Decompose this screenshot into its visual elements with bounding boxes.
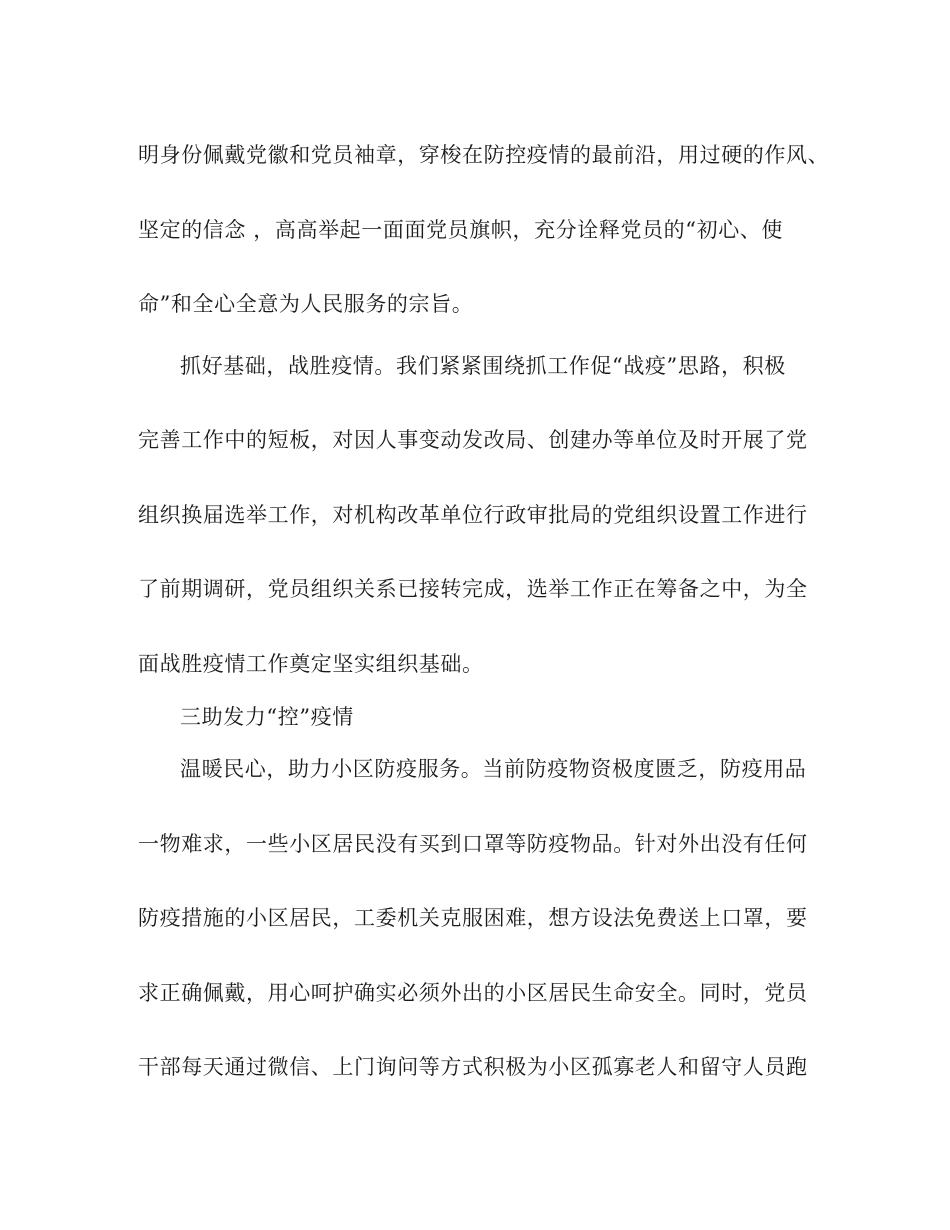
text-line: 完善工作中的短板，对因人事变动发改局、创建办等单位及时开展了党 [138, 428, 808, 452]
text-line: 防疫措施的小区居民，工委机关克服困难，想方设法免费送上口罩，要 [138, 906, 808, 930]
text-line: 坚定的信念 ，高高举起一面面党员旗帜，充分诠释党员的“初心、使 [138, 218, 784, 242]
text-line: 明身份佩戴党徽和党员袖章，穿梭在防控疫情的最前沿，用过硬的作风、 [138, 143, 830, 167]
text-line: 一物难求，一些小区居民没有买到口罩等防疫物品。针对外出没有任何 [138, 832, 808, 856]
text-line: 求正确佩戴，用心呵护确实必须外出的小区居民生命安全。同时，党员 [138, 981, 808, 1005]
text-line: 面战胜疫情工作奠定坚实组织基础。 [138, 652, 484, 676]
text-line: 温暖民心，助力小区防疫服务。当前防疫物资极度匮乏，防疫用品 [180, 757, 807, 781]
text-line: 了前期调研，党员组织关系已接转完成，选举工作正在筹备之中，为全 [138, 577, 808, 601]
text-line: 命”和全心全意为人民服务的宗旨。 [138, 292, 474, 316]
text-line: 干部每天通过微信、上门询问等方式积极为小区孤寡老人和留守人员跑 [138, 1055, 808, 1079]
section-heading: 三助发力“控”疫情 [180, 705, 354, 729]
text-line: 组织换届选举工作，对机构改革单位行政审批局的党组织设置工作进行 [138, 503, 808, 527]
text-line: 抓好基础，战胜疫情。我们紧紧围绕抓工作促“战疫”思路，积极 [180, 354, 786, 378]
